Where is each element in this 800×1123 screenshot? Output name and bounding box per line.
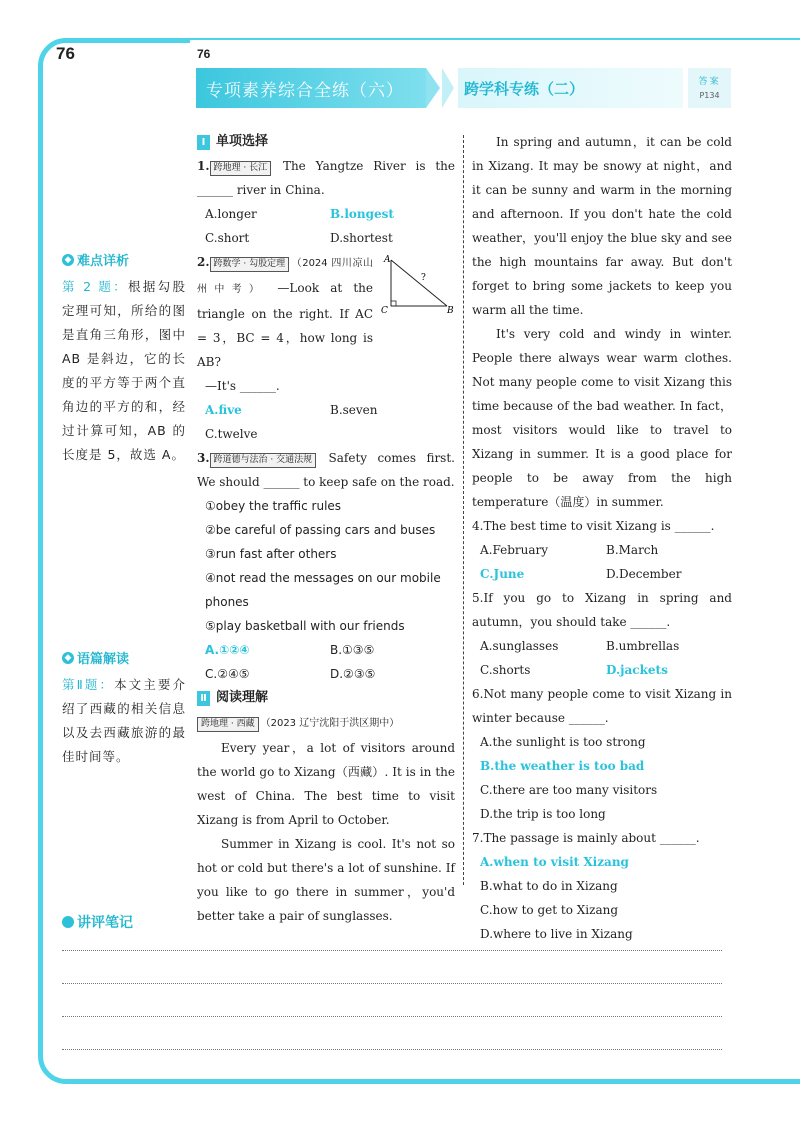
passage-text: 第Ⅱ题：本文主要介绍了西藏的相关信息以及去西藏旅游的最佳时间等。 [62, 677, 186, 764]
bullet-icon: ◆ [62, 254, 74, 266]
sidebar-passage [62, 648, 186, 769]
option[interactable]: A.the sunlight is too strong [480, 735, 646, 749]
question-2: 2. 跨数学 · 勾股定理 （2024 四川凉山州中考） —Look at the triangle on the right. If AC = 3，BC = 4，how long is AB? A C B ? [197, 255, 454, 369]
option-correct[interactable]: B.the weather is too bad [480, 759, 645, 773]
question-1: 1. 跨地理 · 长江 The Yangtze River is the ______ river in China. [197, 159, 455, 197]
option[interactable]: D.the trip is too long [480, 807, 606, 821]
list-item: ③run fast after others [205, 547, 337, 561]
subject-tag: 跨数学 · 勾股定理 [210, 257, 290, 272]
answer-label: 答案 [698, 77, 721, 87]
banner-subtitle-block [458, 68, 683, 108]
option[interactable]: B.umbrellas [606, 639, 680, 653]
question-5-options [472, 634, 732, 682]
vertex-label-b: B [447, 306, 454, 316]
bullet-icon [62, 916, 74, 928]
banner-title: 专项素养综合全练（六） [206, 81, 404, 101]
option-correct[interactable]: A.①②④ [205, 643, 250, 657]
option-correct[interactable]: D.jackets [606, 663, 668, 677]
sidebar-difficulty [62, 250, 186, 467]
question-7: 7.The passage is mainly about ______. [472, 831, 700, 845]
note-line[interactable] [62, 1049, 722, 1050]
question-3-items [197, 494, 455, 638]
option-correct[interactable]: A.when to visit Xizang [480, 855, 629, 869]
passage-paragraph: It's very cold and windy in winter. People there always wear warm clothes. Not many people come to visit Xizang this time because of the bad weather. In fact，most visitors would like to travel to Xizang in summer. It is a good place for people to be away from the high temperature（温度）in summer. [472, 327, 732, 509]
option[interactable]: C.short [205, 231, 250, 245]
list-item: ④not read the messages on our mobile phones [205, 571, 441, 609]
triangle-figure [381, 254, 455, 316]
bullet-icon: ◆ [62, 652, 74, 664]
difficulty-heading: ◆ 难点详析 [62, 250, 186, 269]
question-3-options [197, 638, 455, 686]
passage-heading: ◆ 语篇解读 [62, 648, 186, 667]
option[interactable]: A.February [480, 543, 549, 557]
subject-tag: 跨地理 · 西藏 [197, 717, 259, 732]
option[interactable]: D.②③⑤ [330, 667, 376, 681]
option[interactable]: B.seven [330, 403, 378, 417]
hypotenuse-question-mark: ? [421, 273, 426, 283]
note-line[interactable] [62, 983, 722, 984]
banner-title-block [196, 68, 426, 108]
page-number-outer: 76 [56, 44, 75, 63]
option[interactable]: A.sunglasses [480, 639, 559, 653]
question-6: 6.Not many people come to visit Xizang in winter because ______. [472, 687, 732, 725]
question-4: 4.The best time to visit Xizang is ______. [472, 519, 715, 533]
answer-page: P134 [699, 91, 720, 100]
question-2-reply: —It's ______. [205, 379, 280, 393]
list-item: ⑤play basketball with our friends [205, 619, 405, 633]
vertex-label-a: A [384, 255, 391, 265]
question-6-options [472, 730, 732, 826]
option[interactable]: B.what to do in Xizang [480, 879, 618, 893]
section-1-heading: Ⅰ 单项选择 [197, 130, 455, 154]
question-7-options [472, 850, 732, 946]
option[interactable]: C.②④⑤ [205, 667, 250, 681]
section-2-meta: 跨地理 · 西藏 （2023 辽宁沈阳于洪区期中） [197, 710, 455, 736]
option[interactable]: C.shorts [480, 663, 531, 677]
column-divider [463, 135, 464, 885]
question-5: 5.If you go to Xizang in spring and autumn，you should take ______. [472, 591, 732, 629]
passage-paragraph: Every year，a lot of visitors around the world go to Xizang（西藏）. It is in the west of China. The best time to visit Xizang is from April to October. [197, 741, 455, 827]
option[interactable]: B.①③⑤ [330, 643, 375, 657]
question-3: 3. 跨道德与法治 · 交通法规 Safety comes first. We should ______ to keep safe on the road. [197, 451, 455, 489]
subject-tag: 跨道德与法治 · 交通法规 [210, 453, 317, 468]
section-2-heading: Ⅱ 阅读理解 [197, 686, 455, 710]
notes-heading: 讲评笔记 [62, 912, 133, 932]
option[interactable]: C.how to get to Xizang [480, 903, 619, 917]
left-column [197, 130, 455, 928]
option[interactable]: A.longer [205, 207, 257, 221]
right-column [472, 130, 732, 946]
vertex-label-c: C [381, 306, 388, 316]
option[interactable]: B.March [606, 543, 659, 557]
option[interactable]: D.where to live in Xizang [480, 927, 633, 941]
question-4-options [472, 538, 732, 586]
option-correct[interactable]: C.June [480, 567, 525, 581]
question-2-options [197, 398, 455, 446]
passage-paragraph: In spring and autumn，it can be cold in Xizang. It may be snowy at night，and it can be sunny and warm in the morning and afternoon. If you don't hate the cold weather，you'll enjoy the blue sky and see the high mountains far away. But don't forget to bring some jackets to keep you warm all the time. [472, 135, 732, 317]
page-number-inner: 76 [197, 47, 211, 61]
notes-section [62, 912, 133, 932]
option[interactable]: C.there are too many visitors [480, 783, 658, 797]
passage-paragraph: Summer in Xizang is cool. It's not so hot or cold but there's a lot of sunshine. If you like to go there in summer，you'd better take a pair of sunglasses. [197, 837, 455, 923]
option[interactable]: D.December [606, 567, 682, 581]
option[interactable]: D.shortest [330, 231, 393, 245]
chevron-decoration [426, 68, 440, 108]
title-banner [196, 68, 731, 108]
option[interactable]: C.twelve [205, 427, 258, 441]
subject-tag: 跨地理 · 长江 [210, 161, 272, 176]
list-item: ②be careful of passing cars and buses [205, 523, 436, 537]
note-line[interactable] [62, 1016, 722, 1017]
question-1-options [197, 202, 455, 250]
note-line[interactable] [62, 950, 722, 951]
option-correct[interactable]: A.five [205, 403, 242, 417]
difficulty-text: 第 2 题：根据勾股定理可知，所给的图是直角三角形，图中 AB 是斜边，它的长度的平方等于两个直角边的平方的和，经过计算可知，AB 的长度是 5，故选 A。 [62, 279, 186, 462]
triangle-side-ab [391, 260, 447, 306]
right-angle-mark [391, 301, 396, 306]
chevron-decoration [442, 68, 454, 108]
list-item: ①obey the traffic rules [205, 499, 342, 513]
banner-subtitle: 跨学科专练（二） [464, 80, 585, 98]
option-correct[interactable]: B.longest [330, 207, 394, 221]
answer-reference[interactable] [688, 68, 731, 108]
